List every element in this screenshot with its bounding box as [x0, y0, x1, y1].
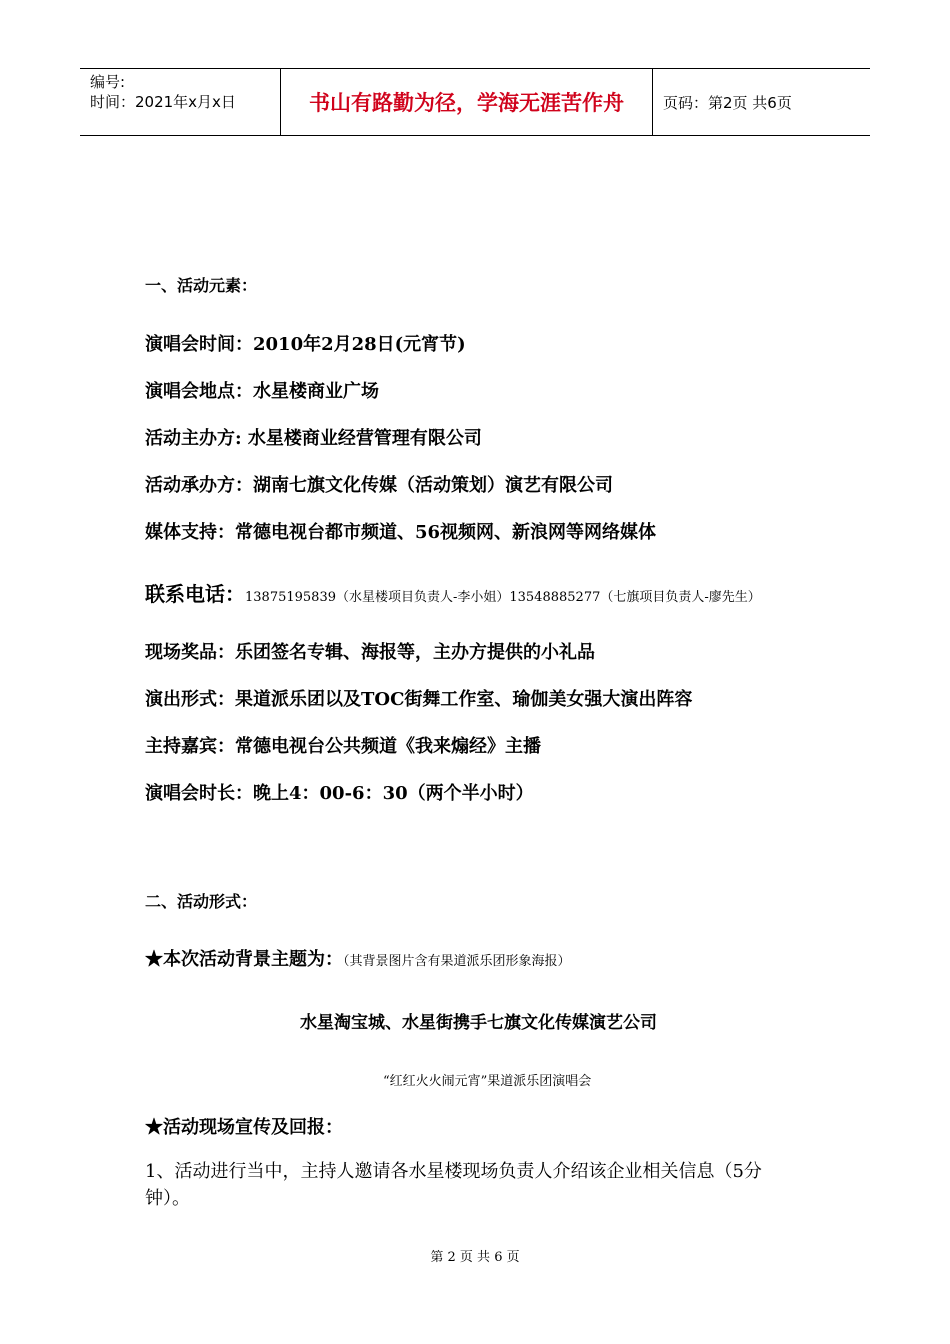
theme-main: 水星淘宝城、水星街携手七旗文化传媒演艺公司 [300, 1013, 657, 1033]
item-host: 主持嘉宾：常德电视台公共频道《我来煽经》主播 [145, 736, 541, 757]
promo-item-1: 1、活动进行当中，主持人邀请各水星楼现场负责人介绍该企业相关信息（5分钟）。 [145, 1161, 762, 1209]
background-note: （其背景图片含有果道派乐团形象海报） [343, 954, 571, 969]
item-contact [145, 578, 761, 607]
item-concert-venue: 演唱会地点：水星楼商业广场 [145, 381, 379, 402]
item-media-support: 媒体支持：常德电视台都市频道、56视频网、新浪网等网络媒体 [145, 522, 657, 543]
theme-sub: “红红火火闹元宵”果道派乐团演唱会 [383, 1074, 592, 1089]
header-meta [80, 69, 281, 135]
background-theme-line [145, 945, 571, 971]
item-organizer: 活动主办方: 水星楼商业经营管理有限公司 [145, 428, 482, 449]
section2-title: 二、活动形式： [145, 892, 258, 911]
promo-title: ★活动现场宣传及回报： [145, 1117, 343, 1138]
document-time: 时间：2021年x月x日 [90, 93, 236, 111]
header-page-info: 页码：第2页 共6页 [663, 93, 792, 112]
document-number: 编号: [90, 73, 126, 91]
section1-title: 一、活动元素： [145, 276, 258, 295]
item-duration: 演唱会时长：晚上4：00-6：30（两个半小时） [145, 783, 534, 804]
item-concert-time: 演唱会时间：2010年2月28日(元宵节) [145, 334, 466, 355]
page-footer: 第 2 页 共 6 页 [430, 1250, 520, 1265]
background-label: ★本次活动背景主题为： [145, 949, 343, 970]
item-performance-form: 演出形式：果道派乐团以及TOC街舞工作室、瑜伽美女强大演出阵容 [145, 689, 693, 710]
contact-label: 联系电话： [145, 582, 245, 606]
item-prizes: 现场奖品：乐团签名专辑、海报等，主办方提供的小礼品 [145, 642, 595, 663]
header-motto: 书山有路勤为径，学海无涯苦作舟 [281, 69, 653, 135]
item-co-organizer: 活动承办方：湖南七旗文化传媒（活动策划）演艺有限公司 [145, 475, 613, 496]
contact-detail: 13875195839（水星楼项目负责人-李小姐）13548885277（七旗项目负责人-廖先生） [245, 590, 761, 605]
page-header [80, 68, 870, 136]
